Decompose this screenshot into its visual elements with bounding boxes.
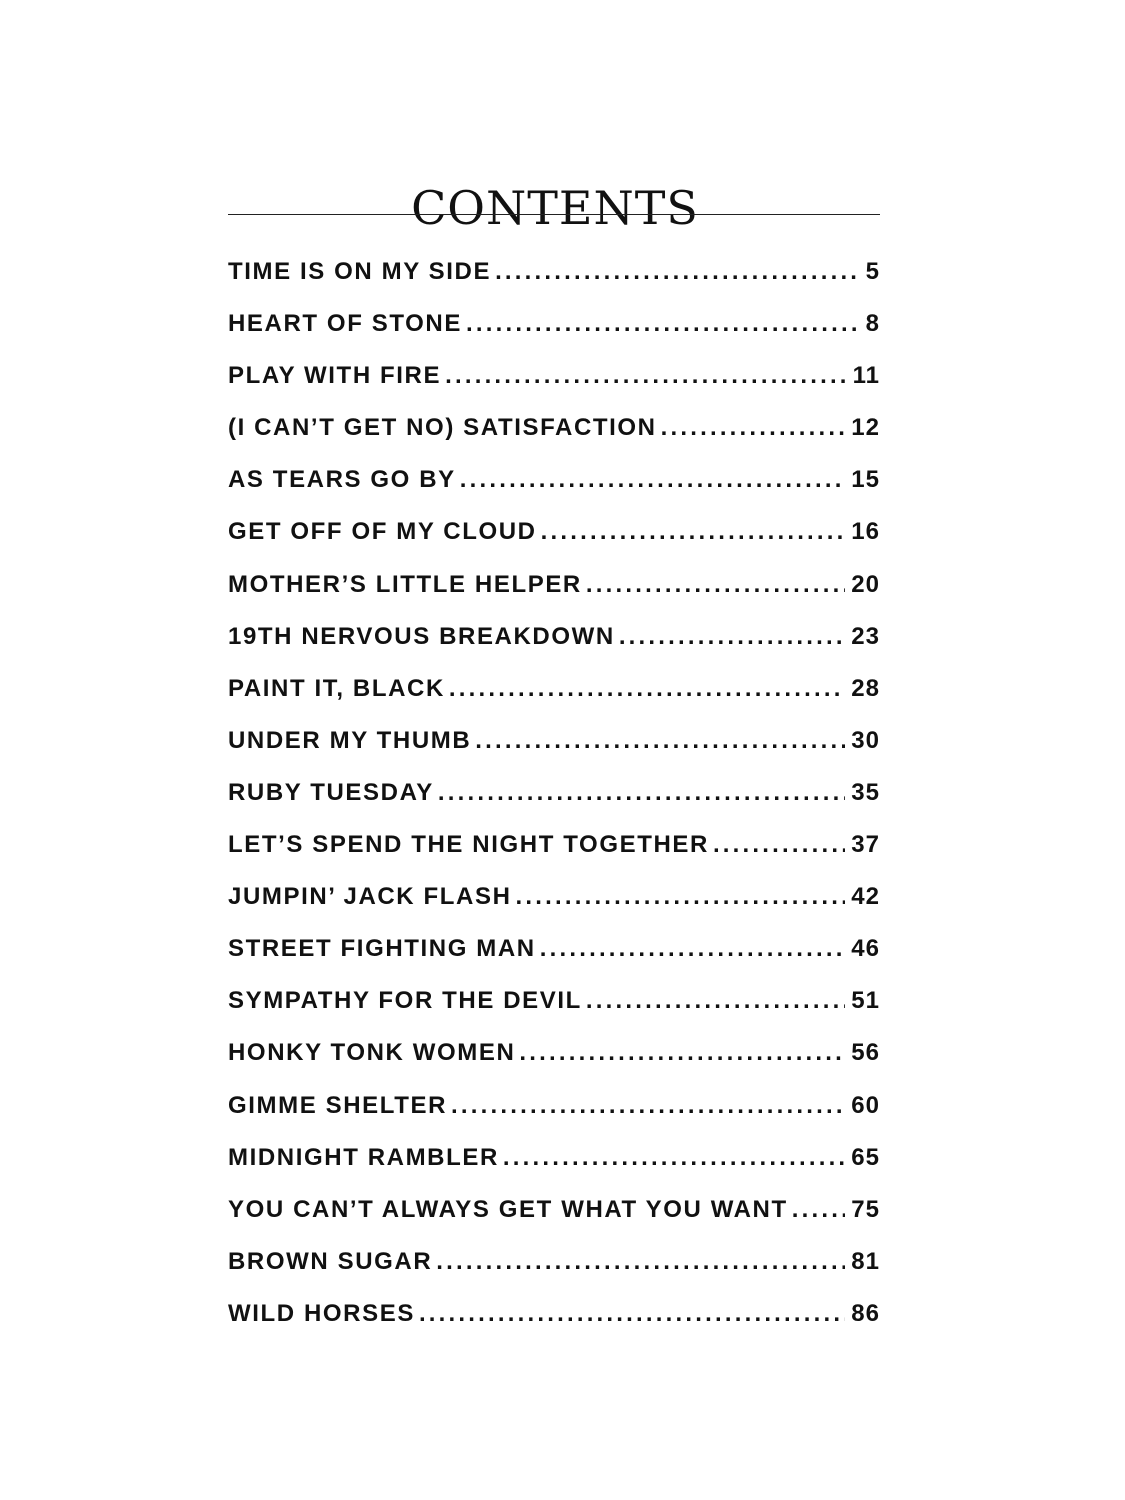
dot-leader bbox=[449, 675, 845, 703]
toc-entry-page: 15 bbox=[851, 466, 880, 494]
toc-entry-title: YOU CAN’T ALWAYS GET WHAT YOU WANT bbox=[228, 1195, 788, 1223]
toc-entry bbox=[228, 727, 880, 779]
toc-entry-page: 11 bbox=[852, 362, 880, 390]
dot-leader bbox=[475, 727, 845, 755]
dot-leader bbox=[619, 623, 845, 651]
toc-entry bbox=[228, 935, 880, 987]
dot-leader bbox=[503, 1144, 845, 1172]
toc-entry-page: 35 bbox=[851, 778, 880, 806]
toc-entry-page: 23 bbox=[851, 622, 880, 650]
dot-leader bbox=[445, 362, 847, 390]
toc-entry-title: TIME IS ON MY SIDE bbox=[228, 258, 492, 285]
toc-entry-title: BROWN SUGAR bbox=[228, 1247, 433, 1275]
toc-entry bbox=[228, 414, 880, 466]
dot-leader bbox=[436, 1248, 845, 1276]
dot-leader bbox=[460, 466, 846, 494]
dot-leader bbox=[713, 831, 845, 859]
toc-entry-page: 37 bbox=[851, 831, 880, 859]
toc-entry bbox=[228, 1300, 880, 1352]
toc-entry-page: 60 bbox=[851, 1091, 880, 1119]
toc-entry bbox=[228, 1039, 880, 1091]
dot-leader bbox=[516, 883, 846, 911]
toc-entry bbox=[228, 987, 880, 1039]
dot-leader bbox=[466, 310, 860, 338]
toc-entry-title: SYMPATHY FOR THE DEVIL bbox=[228, 987, 582, 1015]
dot-leader bbox=[586, 571, 845, 599]
dot-leader bbox=[419, 1300, 845, 1328]
dot-leader bbox=[540, 935, 846, 963]
toc-entry bbox=[228, 1248, 880, 1300]
toc-entry bbox=[228, 466, 880, 518]
dot-leader bbox=[541, 518, 846, 546]
toc-entry-title: AS TEARS GO BY bbox=[228, 466, 456, 494]
toc-entry-page: 65 bbox=[851, 1143, 880, 1171]
toc-entry bbox=[228, 362, 880, 414]
toc-entry-title: PLAY WITH FIRE bbox=[228, 362, 442, 390]
toc-entry-title: STREET FIGHTING MAN bbox=[228, 935, 536, 963]
toc-entry-title: UNDER MY THUMB bbox=[228, 726, 472, 754]
toc-entry-page: 42 bbox=[851, 883, 880, 911]
toc-entry-title: 19TH NERVOUS BREAKDOWN bbox=[228, 622, 615, 650]
toc-entry-page: 8 bbox=[865, 310, 880, 338]
toc-entry-page: 12 bbox=[851, 414, 880, 442]
page-title: CONTENTS bbox=[411, 180, 699, 235]
toc-entry bbox=[228, 623, 880, 675]
dot-leader bbox=[586, 987, 845, 1015]
toc-entry bbox=[228, 779, 880, 831]
toc-entry bbox=[228, 518, 880, 570]
toc-entry-page: 51 bbox=[851, 987, 880, 1015]
toc-entry-page: 30 bbox=[851, 726, 880, 754]
dot-leader bbox=[451, 1092, 845, 1120]
dot-leader bbox=[495, 258, 860, 286]
toc-entry-page: 81 bbox=[851, 1247, 880, 1275]
dot-leader bbox=[661, 414, 846, 442]
toc-entry-title: RUBY TUESDAY bbox=[228, 778, 434, 806]
toc-entry-title: JUMPIN’ JACK FLASH bbox=[228, 883, 512, 911]
toc-entry bbox=[228, 883, 880, 935]
toc-entry bbox=[228, 1092, 880, 1144]
toc-entry-title: HONKY TONK WOMEN bbox=[228, 1039, 516, 1067]
toc-entry-page: 28 bbox=[851, 674, 880, 702]
toc-entry-title: HEART OF STONE bbox=[228, 310, 462, 338]
toc-entry-title: LET’S SPEND THE NIGHT TOGETHER bbox=[228, 831, 709, 859]
toc-entry-title: MIDNIGHT RAMBLER bbox=[228, 1143, 499, 1171]
toc-entry-title: (I CAN’T GET NO) SATISFACTION bbox=[228, 414, 657, 442]
toc-entry bbox=[228, 258, 880, 310]
toc-entry-page: 46 bbox=[851, 935, 880, 963]
toc-entry-page: 5 bbox=[865, 258, 880, 285]
toc-entry-title: MOTHER’S LITTLE HELPER bbox=[228, 570, 582, 598]
title-rule-divider bbox=[228, 214, 880, 215]
toc-entry-page: 16 bbox=[851, 518, 880, 546]
toc-entry-page: 56 bbox=[851, 1039, 880, 1067]
toc-entry-page: 75 bbox=[851, 1195, 880, 1223]
toc-entry bbox=[228, 571, 880, 623]
dot-leader bbox=[519, 1039, 845, 1067]
toc-entry-title: PAINT IT, BLACK bbox=[228, 674, 445, 702]
dot-leader bbox=[438, 779, 845, 807]
toc-entry-title: GET OFF OF MY CLOUD bbox=[228, 518, 537, 546]
toc-entry-title: WILD HORSES bbox=[228, 1299, 415, 1327]
toc-entry bbox=[228, 675, 880, 727]
toc-entry bbox=[228, 1196, 880, 1248]
toc-entry bbox=[228, 831, 880, 883]
toc-entry-title: GIMME SHELTER bbox=[228, 1091, 448, 1119]
toc-entry bbox=[228, 310, 880, 362]
dot-leader bbox=[792, 1196, 846, 1224]
toc-entry-page: 20 bbox=[851, 570, 880, 598]
toc-entry-page: 86 bbox=[851, 1299, 880, 1327]
toc-entry bbox=[228, 1144, 880, 1196]
table-of-contents bbox=[228, 258, 880, 1352]
